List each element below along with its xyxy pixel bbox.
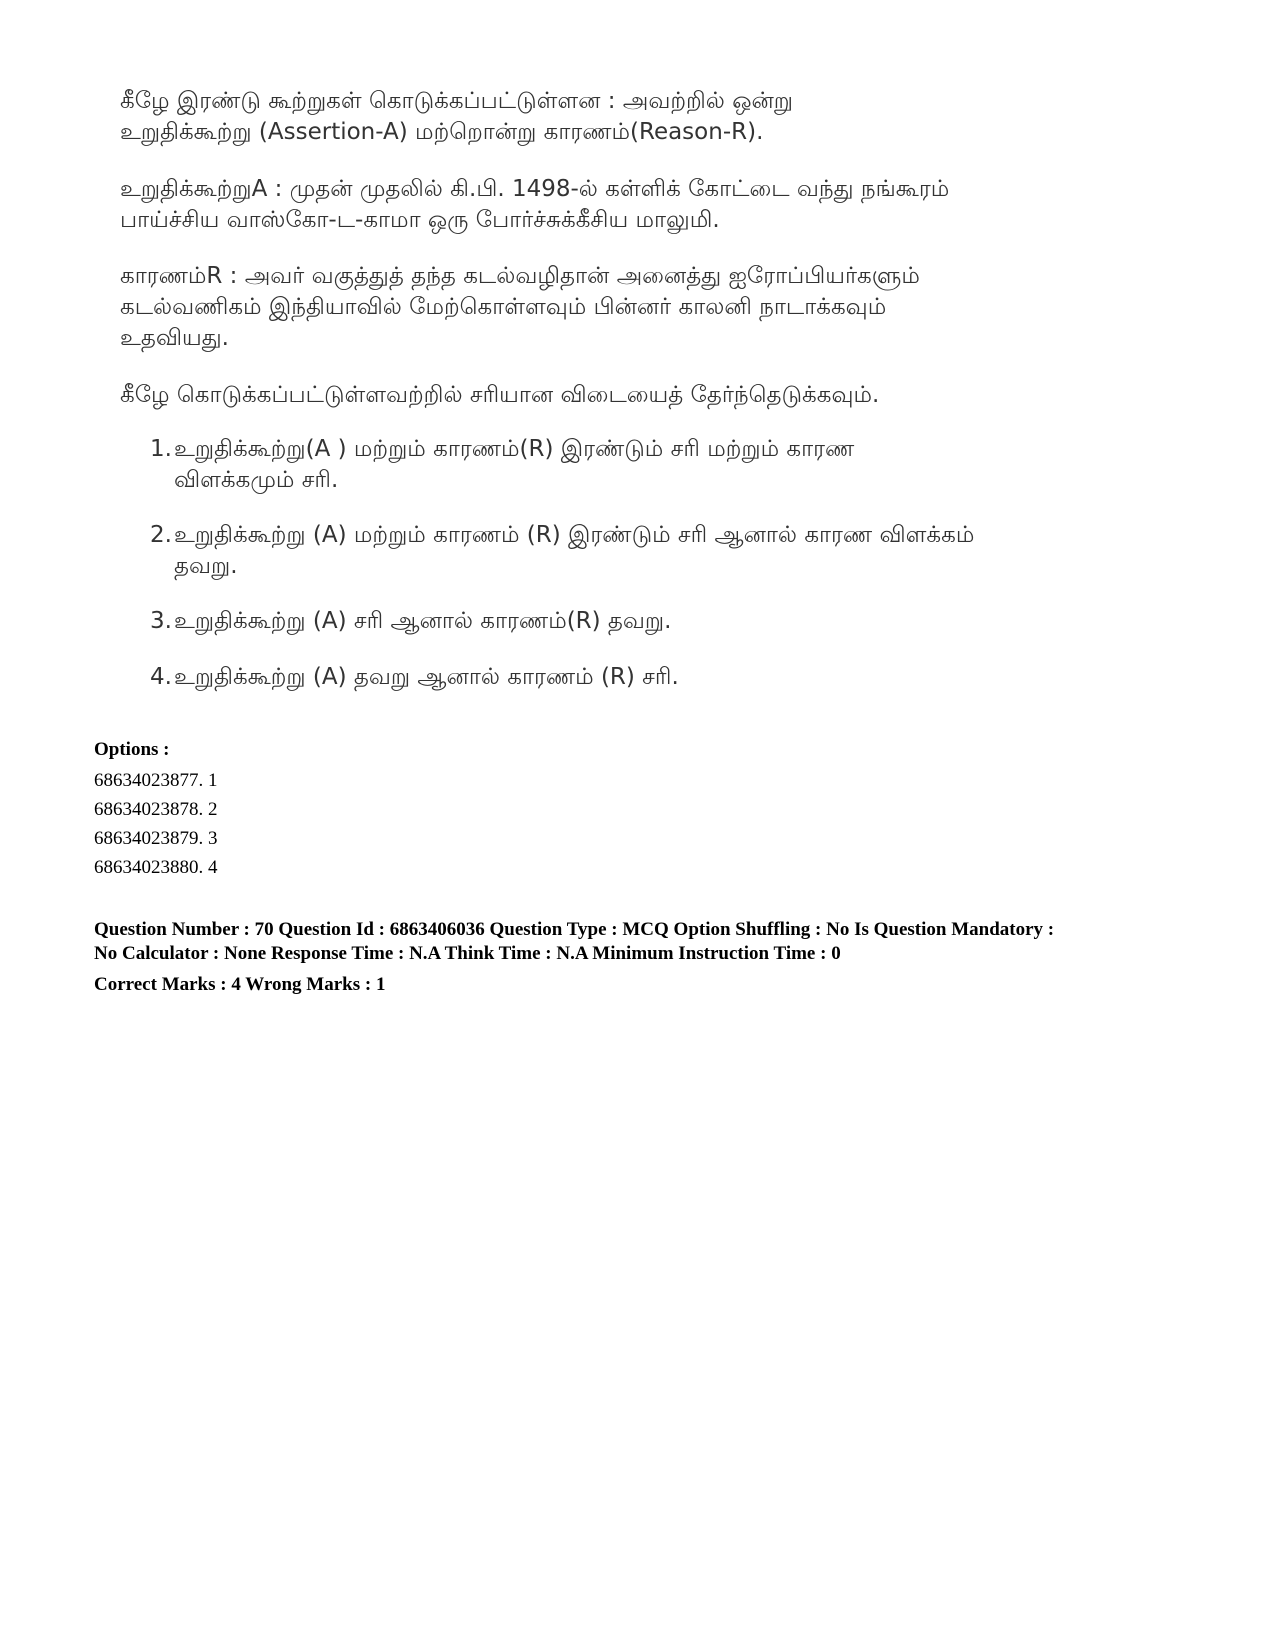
question-intro-line-2: உறுதிக்கூற்று (Assertion-A) மற்றொன்று காரணம்(Reason-R).: [120, 119, 764, 145]
option-code-4: 68634023880. 4: [94, 857, 218, 878]
answer-choice-1: [150, 434, 1200, 496]
reason-statement: [120, 261, 1200, 354]
choice-text-line: தவறு.: [174, 553, 238, 579]
assertion-line-1: உறுதிக்கூற்றுA : முதன் முதலில் கி.பி. 1498-ல் கள்ளிக் கோட்டை வந்து நங்கூரம்: [120, 176, 950, 202]
choice-number: 4.: [150, 664, 172, 690]
choice-text-line: உறுதிக்கூற்று (A) தவறு ஆனால் காரணம் (R) சரி.: [174, 664, 679, 690]
answer-choice-4: [150, 662, 1200, 693]
option-codes: [94, 766, 1214, 882]
option-code-2: 68634023878. 2: [94, 799, 218, 820]
choice-text-line: விளக்கமும் சரி.: [174, 467, 339, 493]
choice-number: 1.: [150, 436, 172, 462]
question-metadata: [94, 918, 1214, 966]
question-intro: [120, 86, 1200, 148]
reason-line-3: உதவியது.: [120, 325, 229, 351]
assertion-line-2: பாய்ச்சிய வாஸ்கோ-ட-காமா ஒரு போர்ச்சுக்கீசிய மாலுமி.: [120, 207, 720, 233]
answer-choice-3: [150, 606, 1200, 637]
options-label: Options :: [94, 739, 170, 760]
choice-number: 3.: [150, 608, 172, 634]
reason-line-2: கடல்வணிகம் இந்தியாவில் மேற்கொள்ளவும் பின்னர் காலனி நாடாக்கவும்: [120, 294, 887, 320]
reason-line-1: காரணம்R : அவர் வகுத்துத் தந்த கடல்வழிதான் அனைத்து ஐரோப்பியர்களும்: [120, 263, 920, 289]
option-code-3: 68634023879. 3: [94, 828, 218, 849]
assertion-statement: [120, 174, 1200, 236]
option-code-1: 68634023877. 1: [94, 770, 218, 791]
question-metadata-line-1: Question Number : 70 Question Id : 6863406036 Question Type : MCQ Option Shuffling : No Is Question Mandatory :: [94, 919, 1055, 940]
answer-choice-2: [150, 520, 1200, 582]
question-metadata-line-2: No Calculator : None Response Time : N.A Think Time : N.A Minimum Instruction Time : 0: [94, 943, 841, 964]
question-instruction: [120, 380, 1200, 411]
question-intro-line-1: கீழே இரண்டு கூற்றுகள் கொடுக்கப்பட்டுள்ளன : அவற்றில் ஒன்று: [120, 88, 793, 114]
choice-text-line: உறுதிக்கூற்று (A) சரி ஆனால் காரணம்(R) தவறு.: [174, 608, 672, 634]
instruction-line: கீழே கொடுக்கப்பட்டுள்ளவற்றில் சரியான விடையைத் தேர்ந்தெடுக்கவும்.: [120, 382, 880, 408]
marks-info: Correct Marks : 4 Wrong Marks : 1: [94, 974, 386, 995]
choice-text-line: உறுதிக்கூற்று(A ) மற்றும் காரணம்(R) இரண்டும் சரி மற்றும் காரண: [174, 436, 855, 462]
choice-number: 2.: [150, 522, 172, 548]
choice-text-line: உறுதிக்கூற்று (A) மற்றும் காரணம் (R) இரண்டும் சரி ஆனால் காரண விளக்கம்: [174, 522, 975, 548]
